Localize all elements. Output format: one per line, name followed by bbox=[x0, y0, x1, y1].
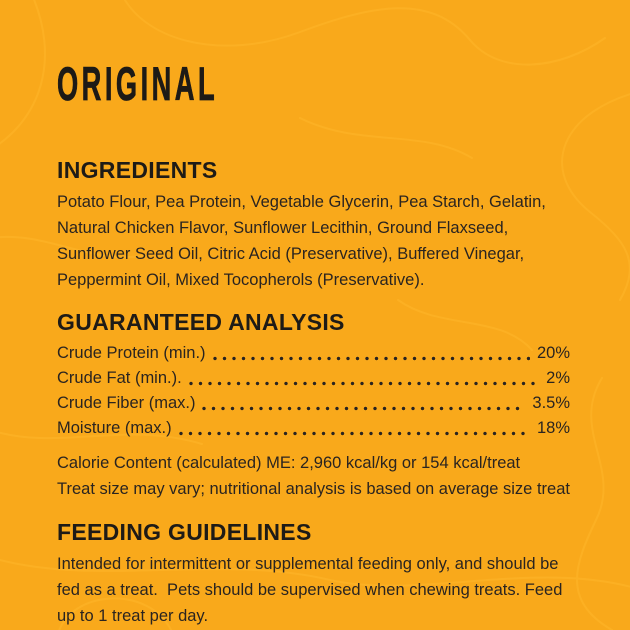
table-row bbox=[57, 391, 570, 416]
dot-leader bbox=[189, 381, 539, 386]
guaranteed-analysis-section bbox=[57, 308, 570, 502]
table-row bbox=[57, 416, 570, 441]
table-row bbox=[57, 341, 570, 366]
analysis-row-label: Moisture (max.) bbox=[57, 419, 172, 437]
calorie-content-block bbox=[57, 450, 570, 502]
ingredients-section bbox=[57, 156, 570, 293]
treat-size-note: Treat size may vary; nutritional analysis is based on average size treat bbox=[57, 480, 570, 498]
analysis-row-label: Crude Fiber (max.) bbox=[57, 394, 196, 412]
analysis-row-value: 2% bbox=[546, 369, 570, 387]
table-row bbox=[57, 366, 570, 391]
analysis-row-value: 18% bbox=[536, 419, 570, 437]
analysis-row-label: Crude Protein (min.) bbox=[57, 344, 206, 362]
page-title: ORIGINAL bbox=[57, 57, 219, 110]
analysis-row-value: 20% bbox=[536, 344, 570, 362]
feeding-guidelines-heading: FEEDING GUIDELINES bbox=[57, 519, 312, 545]
feeding-guidelines-section bbox=[57, 518, 570, 629]
guaranteed-analysis-heading: GUARANTEED ANALYSIS bbox=[57, 309, 345, 335]
calorie-content-line: Calorie Content (calculated) ME: 2,960 kcal/kg or 154 kcal/treat bbox=[57, 454, 521, 472]
dot-leader bbox=[213, 356, 530, 361]
analysis-row-value: 3.5% bbox=[532, 394, 570, 412]
ingredients-text: Potato Flour, Pea Protein, Vegetable Glycerin, Pea Starch, Gelatin, Natural Chicken Flavor, Sunflower Lecithin, Ground Flaxseed, Sunflower Seed Oil, Citric Acid (Preservative), Buffered Vinegar, Peppermint Oil, Mixed Tocopherols (Preservative). bbox=[57, 193, 546, 289]
guaranteed-analysis-table bbox=[57, 341, 570, 441]
feeding-guidelines-text: Intended for intermittent or supplemental feeding only, and should be fed as a treat. Pets should be supervised when chewing treats. Feed up to 1 treat per day. bbox=[57, 555, 567, 625]
analysis-row-label: Crude Fat (min.). bbox=[57, 369, 182, 387]
dot-leader bbox=[202, 406, 525, 411]
ingredients-heading: INGREDIENTS bbox=[57, 157, 218, 183]
dot-leader bbox=[179, 431, 530, 436]
